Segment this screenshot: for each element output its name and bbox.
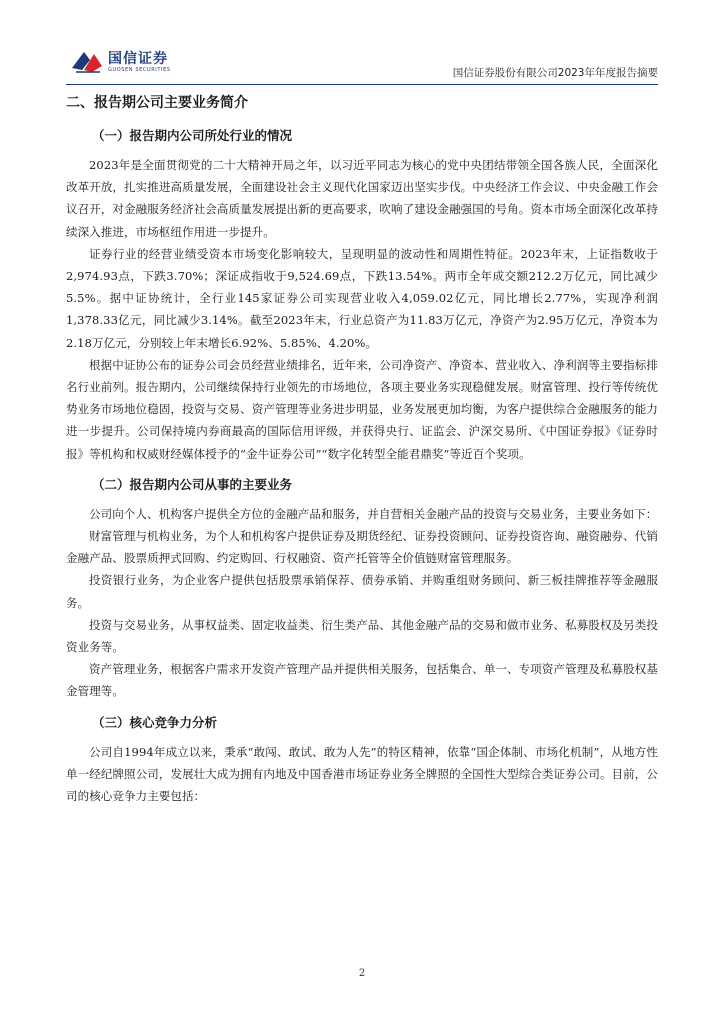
paragraph: 公司向个人、机构客户提供全方位的金融产品和服务，并自营相关金融产品的投资与交易业务，主要业务如下： <box>89 506 658 521</box>
subsection-title-competitiveness: （三）核心竞争力分析 <box>92 714 218 730</box>
subsection-title-business: （二）报告期内公司从事的主要业务 <box>92 476 293 492</box>
main-content <box>66 92 658 807</box>
paragraph: 根据中证协公布的证券公司会员经营业绩排名，近年来，公司净资产、净资本、营业收入、净利润等主要指标排名行业前列。报告期内，公司继续保持行业领先的市场地位，各项主要业务实现稳健发展。财富管理、投行等传统优势业务市场地位稳固，投资与交易、资产管理等业务进步明显，业务发展更加均衡，为客户提供综合金融服务的能力进一步提升。公司保持境内券商最高的国际信用评级，并获得央行、证监会、沪深交易所、《中国证券报》《证券时报》等机构和权威财经媒体授予的“金牛证券公司”“数字化转型全能君鼎奖”等近百个奖项。 <box>66 357 658 461</box>
report-title: 国信证券股份有限公司2023年年度报告摘要 <box>452 67 658 79</box>
subsection-title-industry: （一）报告期内公司所处行业的情况 <box>92 128 293 143</box>
paragraph: 公司自1994年成立以来，秉承“敢闯、敢试、敢为人先”的特区精神，依靠“国企体制、市场化机制”，从地方性单一经纪牌照公司，发展壮大成为拥有内地及中国香港市场证券业务全牌照的全国性大型综合类证券公司。目前，公司的核心竞争力主要包括： <box>66 744 658 804</box>
page-number: 2 <box>358 968 366 979</box>
paragraph: 财富管理与机构业务，为个人和机构客户提供证券及期货经纪、证券投资顾问、证券投资咨询、融资融券、代销金融产品、股票质押式回购、约定购回、行权融资、资产托管等全价值链财富管理服务。 <box>66 529 658 566</box>
logo-chinese-name: 国信证券 <box>108 51 168 67</box>
paragraph: 证券行业的经营业绩受资本市场变化影响较大，呈现明显的波动性和周期性特征。2023年末，上证指数收于2,974.93点，下跌3.70%；深证成指收于9,524.69点，下跌13.54%。两市全年成交额212.2万亿元，同比减少5.5%。据中证协统计，全行业145家证券公司实现营业收入4,059.02亿元，同比增长2.77%，实现净利润1,378.33亿元，同比减少3.14%。截至2023年末，行业总资产为11.83万亿元，净资产为2.95万亿元，净资本为2.18万亿元，分别较上年末增长6.92%、5.85%、4.20%。 <box>66 246 658 350</box>
guosen-logo-icon <box>70 48 104 74</box>
paragraph: 投资银行业务，为企业客户提供包括股票承销保荐、债券承销、并购重组财务顾问、新三板挂牌推荐等金融服务。 <box>66 573 658 610</box>
paragraph: 投资与交易业务，从事权益类、固定收益类、衍生类产品、其他金融产品的交易和做市业务、私募股权及另类投资业务等。 <box>66 617 658 655</box>
logo-english-name: GUOSEN SECURITIES <box>108 67 171 73</box>
header-divider <box>66 84 658 85</box>
paragraph: 2023年是全面贯彻党的二十大精神开局之年，以习近平同志为核心的党中央团结带领全国各族人民，全面深化改革开放，扎实推进高质量发展，全面建设社会主义现代化国家迈出坚实步伐。中央经济工作会议、中央金融工作会议召开，对金融服务经济社会高质量发展提出新的更高要求，吹响了建设金融强国的号角。资本市场全面深化改革持续深入推进，市场枢纽作用进一步提升。 <box>66 158 658 239</box>
page-header <box>66 42 658 82</box>
section-title: 二、报告期公司主要业务简介 <box>66 95 248 111</box>
paragraph: 资产管理业务，根据客户需求开发资产管理产品并提供相关服务，包括集合、单一、专项资产管理及私募股权基金管理等。 <box>66 662 658 699</box>
company-logo <box>70 46 190 78</box>
